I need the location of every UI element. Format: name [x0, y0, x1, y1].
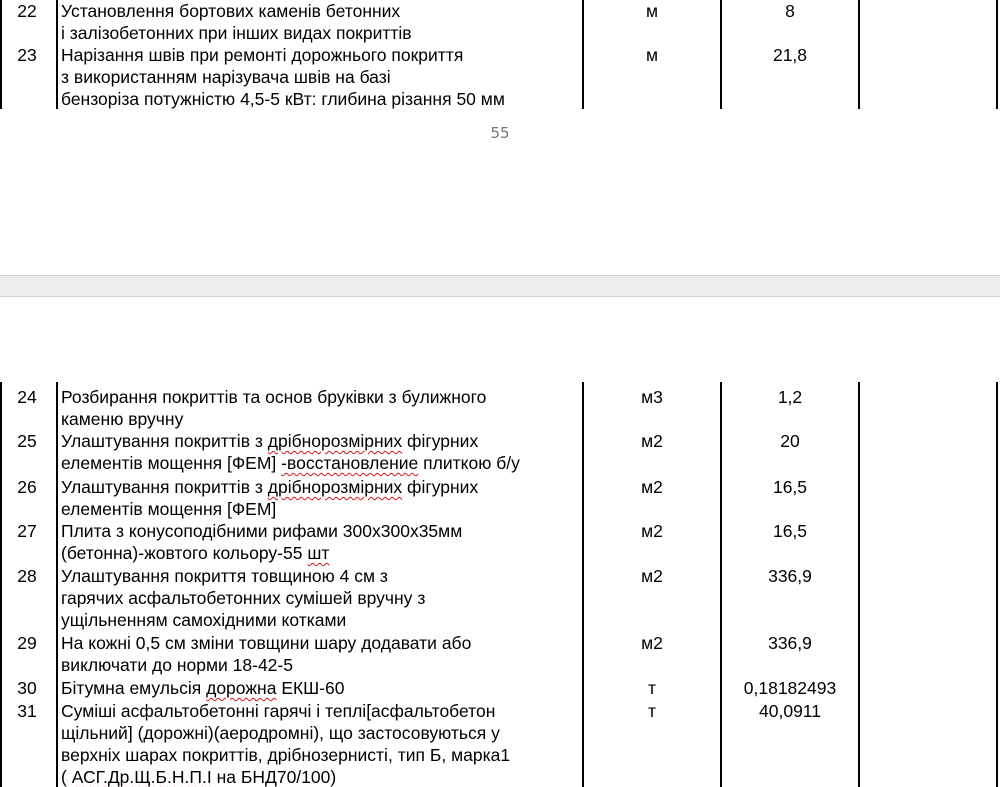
description-line: верхніх шарах покриттів, дрібнозернисті, тип Б, марка1	[61, 745, 511, 765]
row-number: 23	[17, 45, 37, 65]
column-divider-quantity	[858, 382, 860, 787]
row-description	[61, 476, 581, 520]
row-number: 31	[17, 701, 37, 721]
description-line: виключати до норми 18-42-5	[61, 655, 293, 675]
row-unit: м2	[641, 431, 663, 451]
description-line: Улаштування покриттів з дрібнорозмірних фігурних	[61, 477, 479, 497]
row-number: 27	[17, 521, 37, 541]
description-line: Бітумна емульсія дорожна ЕКШ-60	[61, 678, 345, 698]
row-number: 24	[17, 387, 37, 407]
document-page-bottom	[0, 297, 1000, 787]
description-line: елементів мощення [ФЕМ] -восстановление плиткою б/у	[61, 453, 520, 473]
row-unit: м	[645, 45, 659, 65]
description-line: гарячих асфальтобетонних сумішей вручну з	[61, 588, 426, 608]
row-quantity: 16,5	[772, 477, 808, 497]
row-number: 25	[17, 431, 37, 451]
row-description	[61, 565, 581, 631]
row-unit: м	[645, 1, 659, 21]
row-number: 30	[17, 678, 37, 698]
row-description	[61, 430, 581, 474]
row-description	[61, 677, 581, 699]
row-quantity: 16,5	[772, 521, 808, 541]
table-border-right	[996, 0, 998, 109]
document-page-top	[0, 0, 1000, 275]
row-quantity: 40,0911	[759, 701, 821, 721]
row-quantity: 336,9	[768, 633, 812, 653]
row-unit: м2	[641, 521, 663, 541]
description-line: Установлення бортових каменів бетонних	[61, 1, 401, 21]
column-divider-number	[56, 382, 58, 787]
description-line: з використанням нарізувача швів на базі	[61, 67, 391, 87]
column-divider-quantity	[858, 0, 860, 109]
description-line: Улаштування покриття товщиною 4 см з	[61, 566, 388, 586]
row-description	[61, 700, 581, 787]
description-line: елементів мощення [ФЕМ]	[61, 499, 277, 519]
description-line: Плита з конусоподібними рифами 300х300х35мм	[61, 521, 463, 541]
row-number: 26	[17, 477, 37, 497]
row-description	[61, 0, 581, 44]
description-line: Нарізання швів при ремонті дорожнього покриття	[61, 45, 464, 65]
row-number: 22	[17, 1, 37, 21]
row-description	[61, 632, 581, 676]
description-line: щільний] (дорожні)(аеродромні), що застосовуються у	[61, 723, 500, 743]
page-break-gap	[0, 275, 1000, 297]
row-unit: т	[647, 678, 656, 698]
row-unit: т	[647, 701, 656, 721]
description-line: Улаштування покриттів з дрібнорозмірних фігурних	[61, 431, 479, 451]
column-divider-number	[56, 0, 58, 109]
row-unit: м2	[641, 477, 663, 497]
row-number: 29	[17, 633, 37, 653]
description-line: (бетонна)-жовтого кольору-55 шт	[61, 543, 330, 563]
row-quantity: 336,9	[768, 566, 812, 586]
row-description	[61, 44, 581, 110]
row-description	[61, 520, 581, 564]
description-line: ущільненням самохідними котками	[61, 610, 347, 630]
row-number: 28	[17, 566, 37, 586]
row-quantity: 1,2	[777, 387, 803, 407]
row-unit: м2	[641, 566, 663, 586]
description-line: На кожні 0,5 см зміни товщини шару додавати або	[61, 633, 472, 653]
description-line: бензоріза потужністю 4,5-5 кВт: глибина різання 50 мм	[61, 89, 505, 109]
row-quantity: 21,8	[772, 45, 808, 65]
row-unit: м3	[641, 387, 663, 407]
row-quantity: 0,18182493	[743, 678, 837, 698]
row-quantity: 20	[780, 431, 800, 451]
description-line: Суміші асфальтобетонні гарячі і теплі[асфальтобетон	[61, 701, 496, 721]
row-unit: м2	[641, 633, 663, 653]
description-line: ( АСГ.Др.Щ.Б.Н.П.І на БНД70/100)	[61, 767, 337, 787]
table-border-right	[996, 382, 998, 787]
page-number: 55	[490, 124, 510, 142]
description-line: Розбирання покриттів та основ бруківки з булижного	[61, 387, 487, 407]
row-quantity: 8	[785, 1, 795, 21]
description-line: каменю вручну	[61, 409, 184, 429]
description-line: і залізобетонних при інших видах покриттів	[61, 23, 412, 43]
row-description	[61, 386, 581, 430]
